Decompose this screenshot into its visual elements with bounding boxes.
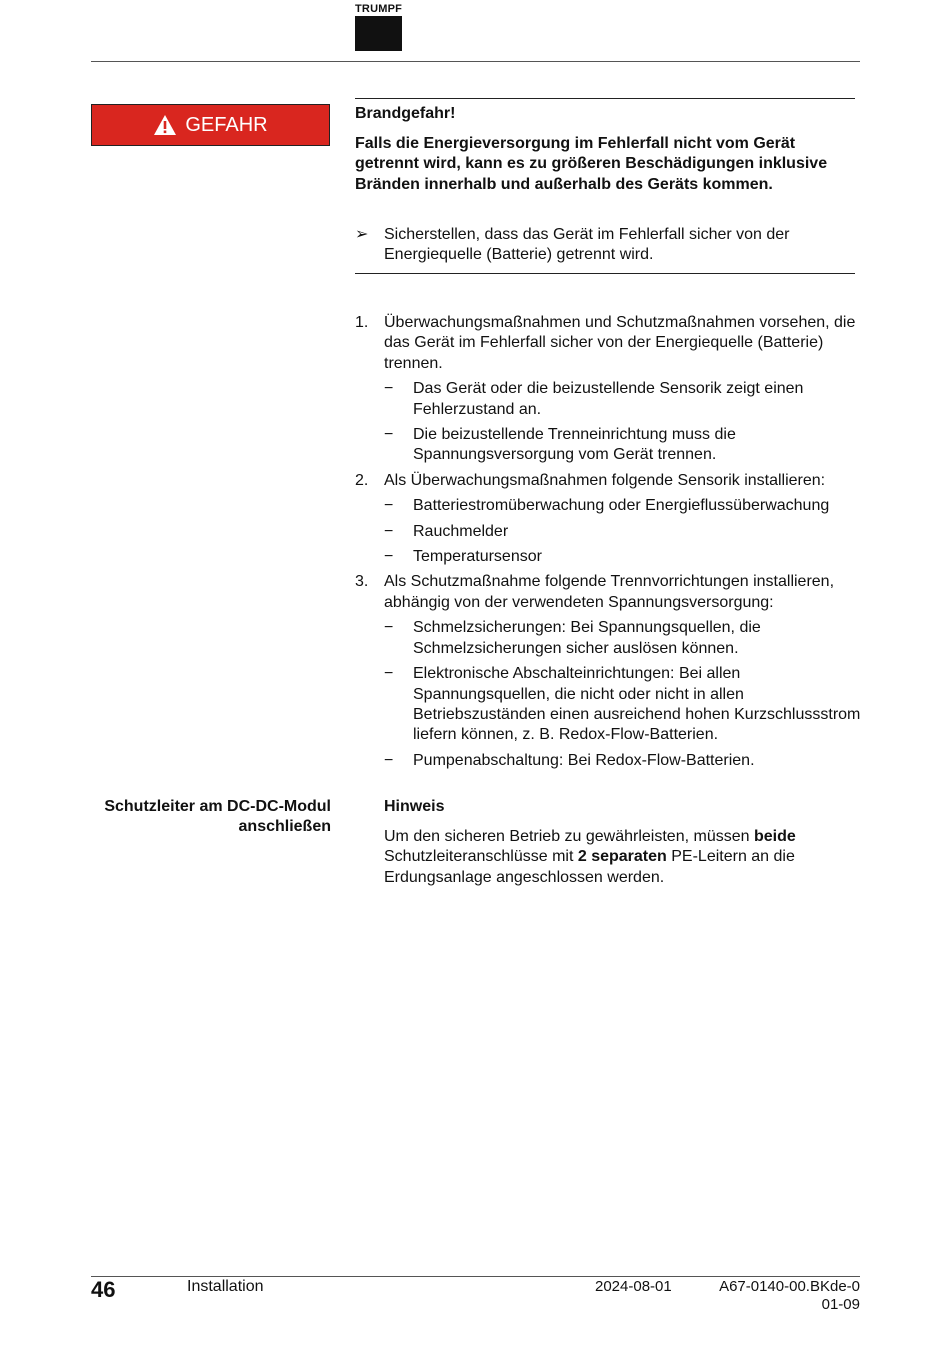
step-text: Überwachungsmaßnahmen und Schutzmaßnahmen vorsehen, die das Gerät im Fehlerfall sicher von der Energiequelle (Batterie) trennen. <box>384 314 856 372</box>
note-title: Hinweis <box>384 798 445 815</box>
step-text: Als Überwachungsmaßnahmen folgende Sensorik installieren: <box>384 471 826 489</box>
danger-label <box>91 104 330 146</box>
dash-bullet: − <box>384 426 394 444</box>
dash-bullet: − <box>384 751 394 769</box>
sub-item-text: Temperatursensor <box>413 548 542 566</box>
arrow-bullet-icon: ➢ <box>355 226 369 243</box>
footer-section-title: Installation <box>187 1278 264 1295</box>
dash-bullet: − <box>384 380 394 398</box>
doc-id: A67-0140-00.BKde-0 <box>719 1278 860 1295</box>
sub-item-text: Batteriestromüberwachung oder Energieflussüberwachung <box>413 497 830 515</box>
warning-body: Falls die Energieversorgung im Fehlerfall nicht vom Gerät getrennt wird, kann es zu größeren Beschädigungen inklusive Bränden innerhalb und außerhalb des Geräts kommen. <box>355 135 828 193</box>
note-text-3: PE-Leitern an die Erdungsanlage angeschlossen werden. <box>384 848 795 886</box>
header-divider <box>91 61 860 62</box>
sub-item-text: Die beizustellende Trenneinrichtung muss die Spannungsversorgung vom Gerät trennen. <box>413 426 736 464</box>
sub-item <box>384 664 865 746</box>
sub-item <box>384 547 865 567</box>
doc-revision: 01-09 <box>821 1296 860 1313</box>
warning-top-rule <box>355 98 855 99</box>
note-bold-1: beide <box>753 828 796 845</box>
note-text-1: Um den sicheren Betrieb zu gewährleisten, müssen <box>384 828 754 845</box>
sub-item-text: Rauchmelder <box>413 522 509 540</box>
warning-title: Brandgefahr! <box>355 105 456 122</box>
footer-divider <box>91 1276 860 1277</box>
dash-bullet: − <box>384 497 394 515</box>
step-item <box>355 471 865 568</box>
sub-item <box>384 379 865 420</box>
logo-mark <box>355 16 402 51</box>
step-text: Als Schutzmaßnahme folgende Trennvorrichtungen installieren, abhängig von der verwendeten Spannungsversorgung: <box>384 573 835 611</box>
section-heading: Schutzleiter am DC-DC-Modul anschließen <box>104 798 331 836</box>
warning-triangle-icon <box>153 114 177 136</box>
warning-bottom-rule <box>355 273 855 274</box>
sub-item-text: Elektronische Abschalteinrichtungen: Bei allen Spannungsquellen, die nicht oder nicht in allen Betriebszuständen einen ausreichend hohen Kurzschlussstrom liefern können, z. B. Redox-Flow-Batterien. <box>413 665 861 744</box>
sub-item <box>384 496 865 516</box>
sub-item <box>384 522 865 542</box>
step-item <box>355 572 865 771</box>
sub-item <box>384 618 865 659</box>
step-number: 3. <box>355 573 369 591</box>
sub-item <box>384 425 865 466</box>
footer-doc-id <box>719 1278 860 1314</box>
page-number: 46 <box>91 1277 116 1302</box>
step-item <box>355 313 865 466</box>
sub-item-text: Pumpenabschaltung: Bei Redox-Flow-Batterien. <box>413 751 755 769</box>
note-text-2: Schutzleiteranschlüsse mit <box>384 848 578 866</box>
warning-action-text: Sicherstellen, dass das Gerät im Fehlerfall sicher von der Energiequelle (Batterie) getrennt wird. <box>384 226 790 264</box>
dash-bullet: − <box>384 665 394 683</box>
step-list <box>355 313 865 776</box>
dash-bullet: − <box>384 522 394 540</box>
step-number: 1. <box>355 314 369 331</box>
danger-label-text: GEFAHR <box>185 113 268 136</box>
step-number: 2. <box>355 471 369 489</box>
footer-date: 2024-08-01 <box>595 1278 672 1295</box>
dash-bullet: − <box>384 548 394 566</box>
logo-text: TRUMPF <box>355 3 403 15</box>
sub-item-text: Das Gerät oder die beizustellende Sensorik zeigt einen Fehlerzustand an. <box>413 380 804 418</box>
warning-action <box>355 225 860 266</box>
note-bold-2: 2 separaten <box>577 848 667 866</box>
dash-bullet: − <box>384 619 394 637</box>
sub-item-text: Schmelzsicherungen: Bei Spannungsquellen, die Schmelzsicherungen sicher auslösen können. <box>413 619 761 657</box>
sub-item <box>384 751 865 771</box>
note-body <box>384 827 860 888</box>
